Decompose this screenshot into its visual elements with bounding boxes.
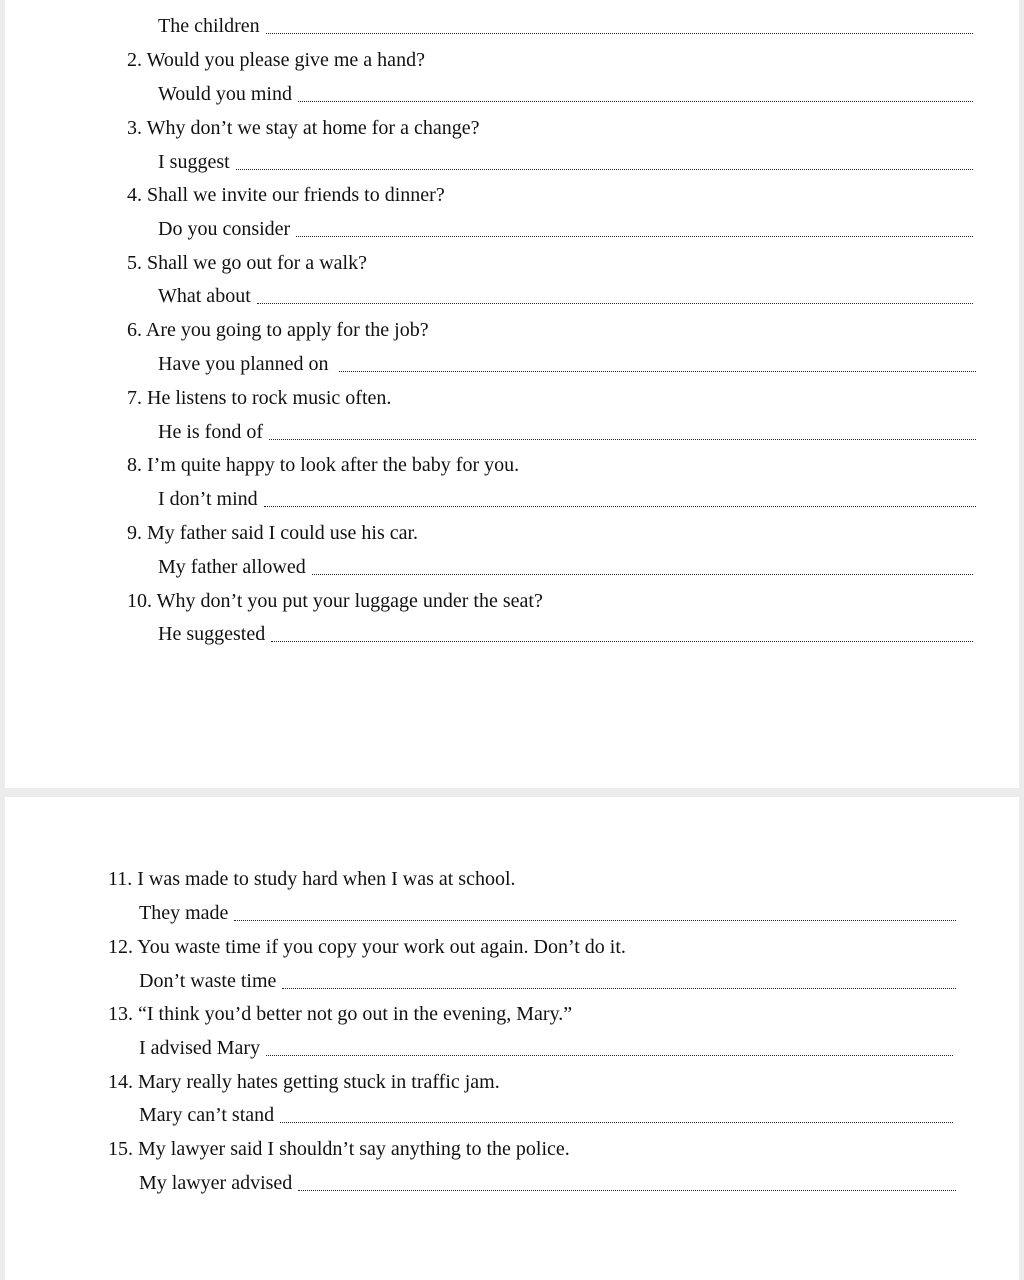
answer-prompt: He suggested <box>158 623 266 645</box>
answer-line-4[interactable] <box>158 217 973 241</box>
question-2: 2. Would you please give me a hand? <box>127 49 425 71</box>
question-7: 7. He listens to rock music often. <box>127 387 392 409</box>
question-9: 9. My father said I could use his car. <box>127 522 419 544</box>
answer-line-13[interactable] <box>139 1036 953 1060</box>
answer-prompt: I suggest <box>158 151 230 173</box>
answer-blank[interactable] <box>266 33 973 34</box>
answer-line-5[interactable] <box>158 284 973 308</box>
question-6: 6. Are you going to apply for the job? <box>127 319 429 341</box>
answer-blank[interactable] <box>266 1055 953 1056</box>
question-8: 8. I’m quite happy to look after the baby for you. <box>127 454 520 476</box>
answer-prompt: My lawyer advised <box>139 1172 293 1194</box>
answer-blank[interactable] <box>280 1122 953 1123</box>
answer-prompt: What about <box>158 285 251 307</box>
answer-blank[interactable] <box>236 169 973 170</box>
question-3: 3. Why don’t we stay at home for a change? <box>127 117 480 139</box>
answer-line-8[interactable] <box>158 487 976 511</box>
answer-line-2[interactable] <box>158 82 973 106</box>
worksheet-page-2 <box>5 797 1019 1280</box>
answer-line-1[interactable] <box>158 14 973 38</box>
answer-prompt: Don’t waste time <box>139 970 277 992</box>
question-13: 13. “I think you’d better not go out in the evening, Mary.” <box>108 1003 573 1025</box>
question-12: 12. You waste time if you copy your work out again. Don’t do it. <box>108 936 626 958</box>
answer-prompt: Mary can’t stand <box>139 1104 275 1126</box>
question-4: 4. Shall we invite our friends to dinner? <box>127 184 445 206</box>
answer-line-7[interactable] <box>158 420 976 444</box>
answer-line-10[interactable] <box>158 622 973 646</box>
question-11: 11. I was made to study hard when I was at school. <box>108 868 516 890</box>
question-5: 5. Shall we go out for a walk? <box>127 252 367 274</box>
answer-line-12[interactable] <box>139 969 956 993</box>
answer-prompt: Have you planned on <box>158 353 329 375</box>
answer-blank[interactable] <box>271 641 973 642</box>
answer-line-11[interactable] <box>139 901 956 925</box>
answer-blank[interactable] <box>234 920 956 921</box>
answer-blank[interactable] <box>282 988 956 989</box>
answer-prompt: He is fond of <box>158 421 263 443</box>
answer-line-15[interactable] <box>139 1171 956 1195</box>
answer-blank[interactable] <box>264 506 976 507</box>
question-14: 14. Mary really hates getting stuck in traffic jam. <box>108 1071 500 1093</box>
answer-prompt: Do you consider <box>158 218 291 240</box>
answer-line-9[interactable] <box>158 555 973 579</box>
answer-line-6[interactable] <box>158 352 976 376</box>
question-15: 15. My lawyer said I shouldn’t say anything to the police. <box>108 1138 570 1160</box>
answer-blank[interactable] <box>269 439 976 440</box>
question-10: 10. Why don’t you put your luggage under the seat? <box>127 590 543 612</box>
answer-prompt: I advised Mary <box>139 1037 261 1059</box>
answer-prompt: Would you mind <box>158 83 292 105</box>
answer-prompt: I don’t mind <box>158 488 258 510</box>
answer-prompt: The children <box>158 15 260 37</box>
answer-blank[interactable] <box>298 101 973 102</box>
answer-blank[interactable] <box>339 371 976 372</box>
answer-blank[interactable] <box>296 236 973 237</box>
worksheet-page-1 <box>5 0 1019 788</box>
answer-blank[interactable] <box>298 1190 956 1191</box>
answer-blank[interactable] <box>312 574 973 575</box>
answer-prompt: My father allowed <box>158 556 306 578</box>
answer-line-14[interactable] <box>139 1103 953 1127</box>
answer-line-3[interactable] <box>158 150 973 174</box>
answer-prompt: They made <box>139 902 229 924</box>
answer-blank[interactable] <box>257 303 973 304</box>
